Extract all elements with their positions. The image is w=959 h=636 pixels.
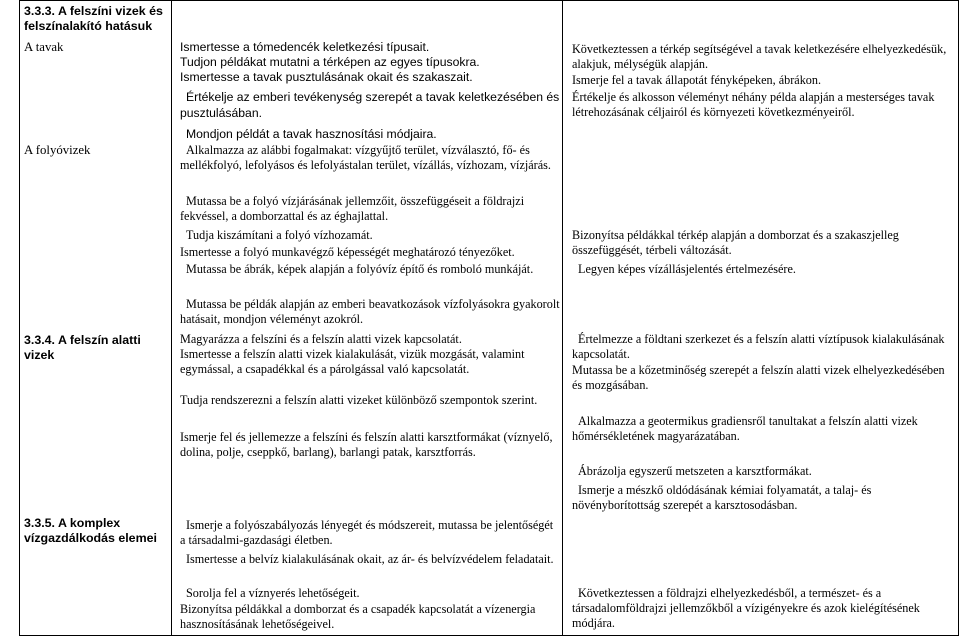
- competence-item: Bizonyítsa példákkal térkép alapján a domborzat és a szakaszjelleg összefüggését, térbeli változását.: [572, 228, 899, 258]
- competence-item: Alkalmazza a geotermikus gradiensről tanultakat a felszín alatti vizek hőmérsékletének magyarázatában.: [572, 414, 918, 444]
- competence-item: Következtessen a térkép segítségével a tavak keletkezésére elhelyezkedésük, alakjuk, mélységük alapján.: [572, 42, 947, 72]
- section-heading-groundwater: 3.3.4. A felszín alatti vizek: [24, 333, 141, 362]
- objective-item: Tudja rendszerezni a felszín alatti vizeket különböző szempontok szerint.: [180, 393, 538, 407]
- objective-item: Mutassa be a folyó vízjárásának jellemzőit, összefüggéseit a földrajzi fekvéssel, a domborzattal és az éghajlattal.: [180, 194, 525, 224]
- objective-item: Ismertesse a folyó munkavégző képességét meghatározó tényezőket.: [180, 245, 515, 259]
- section-heading-surface-waters: 3.3.3. A felszíni vizek és felszínalakító hatásuk: [24, 4, 163, 33]
- competence-item: Ábrázolja egyszerű metszeten a karsztformákat.: [578, 464, 812, 478]
- competence-item: Ismerje a mészkő oldódásának kémiai folyamatát, a talaj- és növényborítottság szerepét a karsztosodásban.: [572, 483, 872, 513]
- objective-item: Ismerje a folyószabályozás lényegét és módszereit, mutassa be jelentőségét a társadalmi-gazdasági életben.: [180, 518, 554, 548]
- objective-item: Alkalmazza az alábbi fogalmakat: vízgyűjtő terület, vízválasztó, fő- és mellékfolyó, lefolyásos és lefolyástalan terület, vízállás, vízhozam, vízjárás.: [180, 143, 551, 173]
- competence-item: Értékelje és alkosson véleményt néhány példa alapján a mesterséges tavak létrehozásának céljairól és környezeti következményeiről.: [572, 90, 935, 120]
- objective-item: Tudja kiszámítani a folyó vízhozamát.: [186, 228, 373, 242]
- column-divider: [562, 0, 563, 636]
- objective-item: Ismerje fel és jellemezze a felszíni és felszín alatti karsztformákat (víznyelő, dolina, polje, cseppkő, barlang), barlangi patak, karsztforrás.: [180, 430, 553, 460]
- objective-item: Ismertesse a felszín alatti vizek kialakulását, vizük mozgását, valamint egymással, a csapadékkal és a párolgással való kapcsolatát.: [180, 347, 525, 377]
- table-border-left: [19, 0, 20, 636]
- competence-item: Következtessen a földrajzi elhelyezkedésből, a természet- és a társadalomföldrajzi jellemzőkből a vízigényekre és azok kielégítésének módjára.: [572, 586, 920, 631]
- competence-item: Értelmezze a földtani szerkezet és a felszín alatti víztípusok kialakulásának kapcsolatát.: [572, 332, 945, 362]
- topic-rivers: A folyóvizek: [24, 143, 91, 157]
- section-heading-water-management: 3.3.5. A komplex vízgazdálkodás elemei: [24, 516, 157, 545]
- objective-item: Ismertesse a tavak pusztulásának okait és szakaszait.: [180, 70, 473, 84]
- objective-item: Bizonyítsa példákkal a domborzat és a csapadék kapcsolatát a vízenergia hasznosításának lehetőségeivel.: [180, 602, 536, 632]
- objective-item: Ismertesse a belvíz kialakulásának okait, az ár- és belvízvédelem feladatait.: [186, 552, 554, 566]
- objective-item: Mondjon példát a tavak hasznosítási módjaira.: [186, 127, 437, 141]
- objective-item: Magyarázza a felszíni és a felszín alatti vizek kapcsolatát.: [180, 332, 462, 346]
- objective-item: Tudjon példákat mutatni a térképen az egyes típusokra.: [180, 55, 480, 69]
- competence-item: Ismerje fel a tavak állapotát fényképeken, ábrákon.: [572, 73, 822, 87]
- competence-item: Legyen képes vízállásjelentés értelmezésére.: [578, 262, 796, 276]
- objective-item: Mutassa be ábrák, képek alapján a folyóvíz építő és romboló munkáját.: [186, 262, 534, 276]
- objective-item: Értékelje az emberi tevékenység szerepét a tavak keletkezésében és pusztulásában.: [180, 90, 560, 120]
- objective-item: Sorolja fel a víznyerés lehetőségeit.: [186, 586, 360, 600]
- objective-item: Ismertesse a tómedencék keletkezési típusait.: [180, 40, 430, 54]
- topic-lakes: A tavak: [24, 40, 64, 54]
- objective-item: Mutassa be példák alapján az emberi beavatkozások vízfolyásokra gyakorolt hatásait, mondjon véleményt azokról.: [180, 297, 560, 327]
- competence-item: Mutassa be a kőzetminőség szerepét a felszín alatti vizek elhelyezkedésében és mozgásában.: [572, 363, 945, 393]
- column-divider: [171, 0, 172, 636]
- table-border-top: [19, 0, 959, 1]
